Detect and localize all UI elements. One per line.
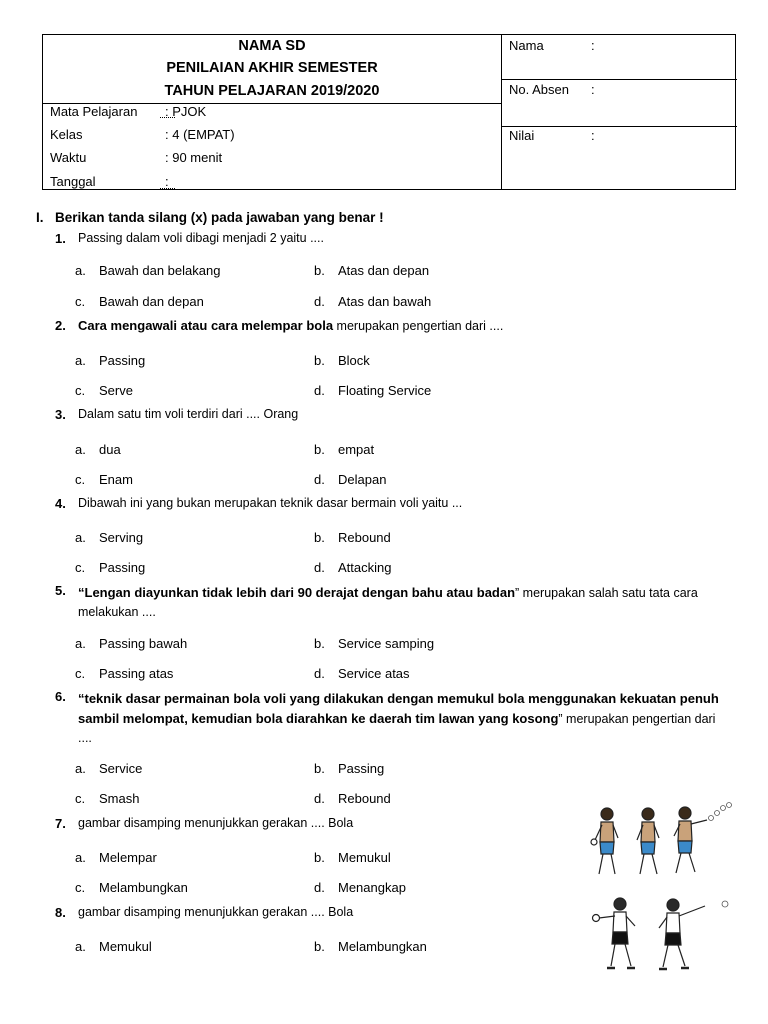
question-text xyxy=(78,407,298,421)
option-text: Melambungkan xyxy=(338,939,427,954)
question-text xyxy=(78,583,724,622)
option-letter: a. xyxy=(75,353,86,368)
info-label-subject: Mata Pelajaran xyxy=(50,104,138,119)
option-text: Service samping xyxy=(338,636,435,651)
option-text: Atas dan bawah xyxy=(338,294,432,309)
absen-label: No. Absen xyxy=(509,82,569,97)
question-text-part: gambar disamping menunjukkan gerakan .... Bola xyxy=(78,816,354,830)
option-text: Melempar xyxy=(99,850,157,865)
option-letter: a. xyxy=(75,442,86,457)
question-number: 3. xyxy=(55,407,66,422)
throwing-illustration xyxy=(585,800,735,880)
option-text: Bawah dan belakang xyxy=(99,263,221,278)
question-text-part: gambar disamping menunjukkan gerakan .... Bola xyxy=(78,905,354,919)
option-text: Service atas xyxy=(338,666,410,681)
option-text: Block xyxy=(338,353,370,368)
option-letter: a. xyxy=(75,530,86,545)
option-letter: b. xyxy=(314,636,325,651)
option-letter: d. xyxy=(314,472,325,487)
option-letter: a. xyxy=(75,636,86,651)
option-text: Delapan xyxy=(338,472,387,487)
absen-colon: : xyxy=(591,82,595,97)
option-text: Atas dan depan xyxy=(338,263,430,278)
option-text: Service xyxy=(99,761,143,776)
dotted-rule xyxy=(160,117,175,118)
section-number: I. xyxy=(36,210,44,225)
option-text: Menangkap xyxy=(338,880,406,895)
question-number: 7. xyxy=(55,816,66,831)
option-letter: a. xyxy=(75,850,86,865)
option-letter: a. xyxy=(75,263,86,278)
academic-year: TAHUN PELAJARAN 2019/2020 xyxy=(164,83,380,99)
option-letter: c. xyxy=(75,472,86,487)
option-letter: b. xyxy=(314,442,325,457)
question-text-part: Passing dalam voli dibagi menjadi 2 yaitu .... xyxy=(78,231,324,245)
question-text xyxy=(78,496,462,510)
question-number: 4. xyxy=(55,496,66,511)
option-text: Rebound xyxy=(338,530,391,545)
header-divider xyxy=(501,35,502,190)
option-text: Melambungkan xyxy=(99,880,188,895)
option-text: Smash xyxy=(99,791,140,806)
school-name: NAMA SD xyxy=(238,38,306,54)
option-letter: d. xyxy=(314,880,325,895)
info-label-class: Kelas xyxy=(50,127,83,142)
info-value-class: : 4 (EMPAT) xyxy=(165,127,235,142)
option-letter: b. xyxy=(314,761,325,776)
option-letter: d. xyxy=(314,560,325,575)
info-label-date: Tanggal xyxy=(50,174,96,189)
question-text-part: merupakan pengertian dari .... xyxy=(333,319,504,333)
score-colon: : xyxy=(591,128,595,143)
option-text: Memukul xyxy=(338,850,391,865)
option-letter: a. xyxy=(75,761,86,776)
question-text-bold: “teknik dasar permainan bola voli yang dilakukan dengan memukul bola menggunakan kekuatan penuh sambil melompat, kemudian bola diarahkan ke daerah tim lawan yang kosong xyxy=(78,691,719,726)
question-text xyxy=(78,231,324,245)
option-letter: b. xyxy=(314,850,325,865)
option-letter: d. xyxy=(314,791,325,806)
option-letter: c. xyxy=(75,666,86,681)
option-letter: a. xyxy=(75,939,86,954)
dotted-rule xyxy=(160,188,175,189)
option-text: Rebound xyxy=(338,791,391,806)
question-text-bold: Cara mengawali atau cara melempar bola xyxy=(78,318,334,333)
serving-illustration xyxy=(585,892,735,974)
question-text-part: ” merupakan salah satu tata cara melakukan .... xyxy=(78,586,698,619)
option-letter: b. xyxy=(314,353,325,368)
ball-icon xyxy=(722,901,728,907)
option-text: Passing xyxy=(338,761,385,776)
question-text-part: ” merupakan pengertian dari .... xyxy=(78,712,716,745)
question-text xyxy=(78,318,503,333)
option-text: Attacking xyxy=(338,560,392,575)
option-letter: d. xyxy=(314,294,325,309)
name-colon: : xyxy=(591,38,595,53)
option-text: empat xyxy=(338,442,375,457)
info-value-date: : xyxy=(165,174,169,189)
option-letter: b. xyxy=(314,530,325,545)
option-text: Passing xyxy=(99,353,146,368)
option-text: Serve xyxy=(99,383,133,398)
option-letter: b. xyxy=(314,939,325,954)
option-letter: d. xyxy=(314,666,325,681)
question-number: 6. xyxy=(55,689,66,704)
question-text xyxy=(78,689,724,748)
question-number: 8. xyxy=(55,905,66,920)
info-value-time: : 90 menit xyxy=(165,150,223,165)
header-separator xyxy=(501,126,737,127)
name-label: Nama xyxy=(509,38,544,53)
option-text: Memukul xyxy=(99,939,152,954)
option-text: Passing atas xyxy=(99,666,174,681)
question-number: 5. xyxy=(55,583,66,598)
question-text-part: Dalam satu tim voli terdiri dari .... Orang xyxy=(78,407,299,421)
option-letter: c. xyxy=(75,560,86,575)
info-value-subject: : PJOK xyxy=(165,104,207,119)
score-label: Nilai xyxy=(509,128,535,143)
question-number: 2. xyxy=(55,318,66,333)
question-text xyxy=(78,816,353,830)
option-letter: c. xyxy=(75,294,86,309)
info-label-time: Waktu xyxy=(50,150,87,165)
exam-title: PENILAIAN AKHIR SEMESTER xyxy=(166,60,378,76)
option-text: Enam xyxy=(99,472,133,487)
header-separator xyxy=(501,79,737,80)
instruction-text: Berikan tanda silang (x) pada jawaban yang benar ! xyxy=(55,210,384,225)
option-text: Bawah dan depan xyxy=(99,294,204,309)
option-letter: c. xyxy=(75,383,86,398)
option-letter: c. xyxy=(75,880,86,895)
option-letter: b. xyxy=(314,263,325,278)
option-letter: d. xyxy=(314,383,325,398)
question-text xyxy=(78,905,353,919)
option-text: dua xyxy=(99,442,121,457)
option-text: Serving xyxy=(99,530,144,545)
option-text: Floating Service xyxy=(338,383,432,398)
header-table xyxy=(42,34,736,190)
option-text: Passing xyxy=(99,560,146,575)
question-number: 1. xyxy=(55,231,66,246)
option-letter: c. xyxy=(75,791,86,806)
question-text-bold: “Lengan diayunkan tidak lebih dari 90 derajat dengan bahu atau badan xyxy=(78,585,516,600)
option-text: Passing bawah xyxy=(99,636,188,651)
question-text-part: Dibawah ini yang bukan merupakan teknik dasar bermain voli yaitu ... xyxy=(78,496,463,510)
